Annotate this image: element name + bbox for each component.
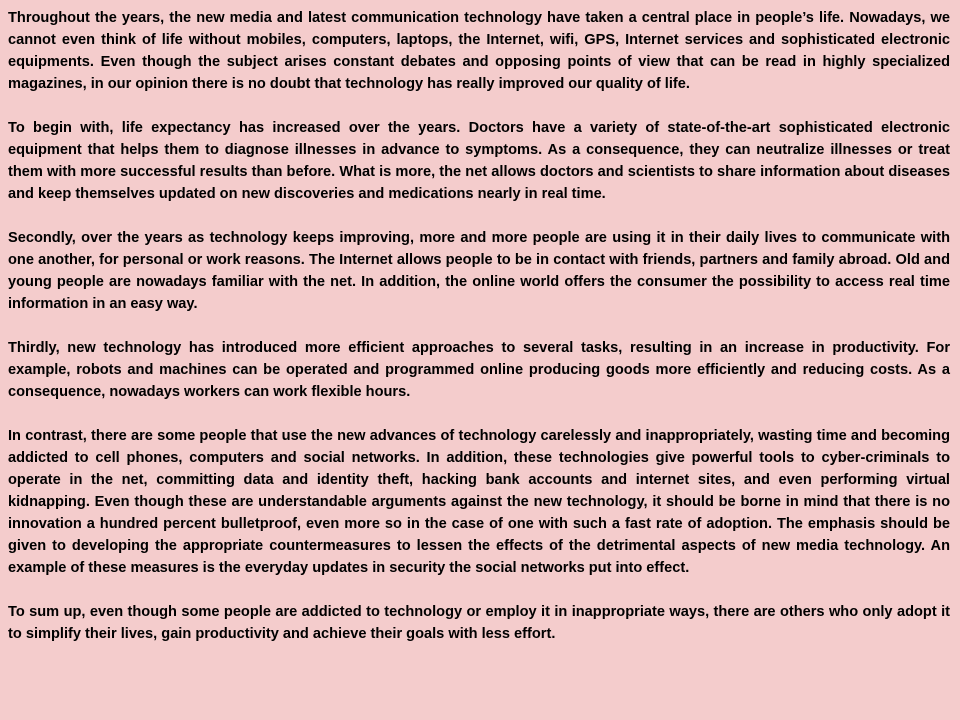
- paragraph-introduction: Throughout the years, the new media and latest communication technology have taken a central place in people’s life. Nowadays, we cannot even think of life without mobiles, computers, laptops, the Internet, wifi, GPS, Internet services and sophisticated electronic equipments. Even though the subject arises constant debates and opposing points of view that can be read in highly specialized magazines, in our opinion there is no doubt that technology has really improved our quality of life.: [8, 10, 950, 92]
- paragraph-counterargument: In contrast, there are some people that use the new advances of technology carelessly and inappropriately, wasting time and becoming addicted to cell phones, computers and social networks. In addition, these technologies give powerful tools to cyber-criminals to operate in the net, committing data and identity theft, hacking bank accounts and internet sites, and even performing virtual kidnapping. Even though these are understandable arguments against the new technology, it should be borne in mind that there is no innovation a hundred percent bulletproof, even more so in the case of one with such a fast rate of adoption. The emphasis should be given to developing the appropriate countermeasures to lessen the effects of the detrimental aspects of new media technology. An example of these measures is the everyday updates in security the social networks put into effect.: [8, 428, 950, 576]
- paragraph-life-expectancy: To begin with, life expectancy has increased over the years. Doctors have a variety of state-of-the-art sophisticated electronic equipment that helps them to diagnose illnesses in advance to symptoms. As a consequence, they can neutralize illnesses or treat them with more successful results than before. What is more, the net allows doctors and scientists to share information about diseases and keep themselves updated on new discoveries and medications nearly in real time.: [8, 120, 950, 202]
- paragraph-productivity: Thirdly, new technology has introduced more efficient approaches to several tasks, resulting in an increase in productivity. For example, robots and machines can be operated and programmed online producing goods more efficiently and reducing costs. As a consequence, nowadays workers can work flexible hours.: [8, 340, 950, 400]
- paragraph-communication: Secondly, over the years as technology keeps improving, more and more people are using it in their daily lives to communicate with one another, for personal or work reasons. The Internet allows people to be in contact with friends, partners and family abroad. Old and young people are nowadays familiar with the net. In addition, the online world offers the consumer the possibility to access real time information in an easy way.: [8, 230, 950, 312]
- paragraph-conclusion: To sum up, even though some people are addicted to technology or employ it in inappropriate ways, there are others who only adopt it to simplify their lives, gain productivity and achieve their goals with less effort.: [8, 604, 950, 642]
